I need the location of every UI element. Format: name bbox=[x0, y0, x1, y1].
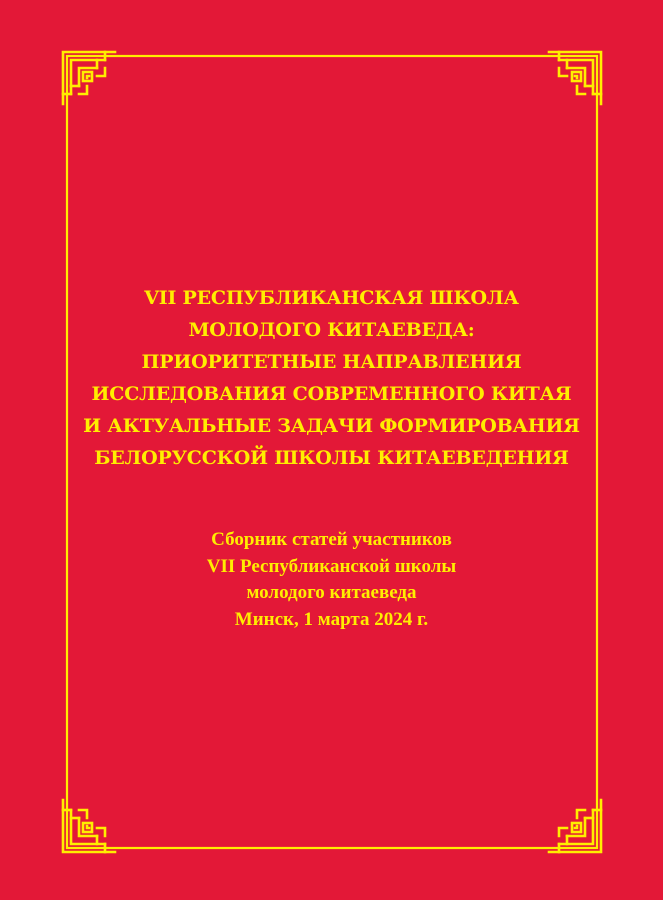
corner-ornament-top-right bbox=[549, 52, 601, 104]
title-line: ПРИОРИТЕТНЫЕ НАПРАВЛЕНИЯ bbox=[141, 351, 522, 373]
publication-place-date: Минск, 1 марта 2024 г. bbox=[234, 608, 429, 630]
title-line: БЕЛОРУССКОЙ ШКОЛЫ КИТАЕВЕДЕНИЯ bbox=[94, 447, 569, 469]
subtitle-line: Сборник статей участников bbox=[211, 529, 452, 550]
corner-ornament-bottom-right bbox=[549, 800, 601, 852]
title-line: VII РЕСПУБЛИКАНСКАЯ ШКОЛА bbox=[144, 287, 519, 309]
title-line: МОЛОДОГО КИТАЕВЕДА: bbox=[188, 319, 475, 341]
title-line: И АКТУАЛЬНЫЕ ЗАДАЧИ ФОРМИРОВАНИЯ bbox=[83, 415, 580, 437]
corner-ornament-bottom-left bbox=[63, 800, 115, 852]
book-title bbox=[0, 282, 663, 474]
subtitle-line: молодого китаеведа bbox=[246, 582, 417, 603]
title-line: ИССЛЕДОВАНИЯ СОВРЕМЕННОГО КИТАЯ bbox=[91, 383, 572, 405]
corner-ornament-top-left bbox=[63, 52, 115, 104]
subtitle-line: VII Республиканской школы bbox=[206, 555, 457, 577]
book-subtitle bbox=[0, 527, 663, 633]
